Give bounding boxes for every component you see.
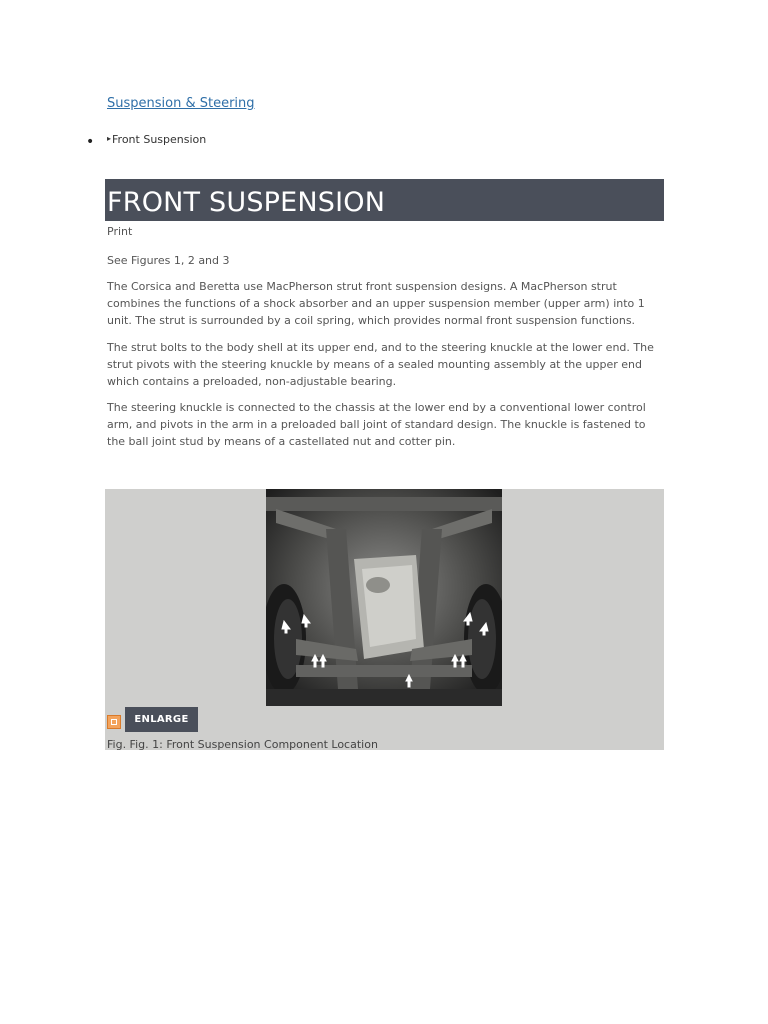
enlarge-button[interactable]: ENLARGE [125,707,198,732]
enlarge-icon[interactable] [107,715,121,729]
nav-item-front-suspension[interactable] [107,133,206,146]
figure-caption: Fig. Fig. 1: Front Suspension Component Location [107,738,378,751]
see-figures-text: See Figures 1, 2 and 3 [107,254,230,267]
title-bar [105,179,664,221]
breadcrumb-link-suspension-steering[interactable]: Suspension & Steering [107,96,255,111]
figure-container [105,489,664,750]
nav-item-label: Front Suspension [112,133,207,146]
suspension-photo[interactable] [266,489,502,706]
bullet-point: • [86,134,95,150]
paragraph-3: The steering knuckle is connected to the chassis at the lower end by a conventional lower control arm, and pivots in the arm in a preloaded ball joint of standard design. The knuckle is fastened to the ball joint stud by means of a castellated nut and cotter pin. [107,401,646,448]
paragraph-2: The strut bolts to the body shell at its upper end, and to the steering knuckle at the lower end. The strut pivots with the steering knuckle by means of a sealed mounting assembly at the upper end which contains a preloaded, non-adjustable bearing. [107,341,654,388]
paragraph-1: The Corsica and Beretta use MacPherson strut front suspension designs. A MacPherson strut combines the functions of a shock absorber and an upper suspension member (upper arm) into 1 unit. The strut is surrounded by a coil spring, which provides normal front suspension functions. [107,280,645,327]
print-link[interactable]: Print [107,225,133,238]
arrow-marker-icon: ▸ [107,134,112,143]
undercarriage-illustration [266,489,502,706]
page-title: FRONT SUSPENSION [107,187,386,218]
